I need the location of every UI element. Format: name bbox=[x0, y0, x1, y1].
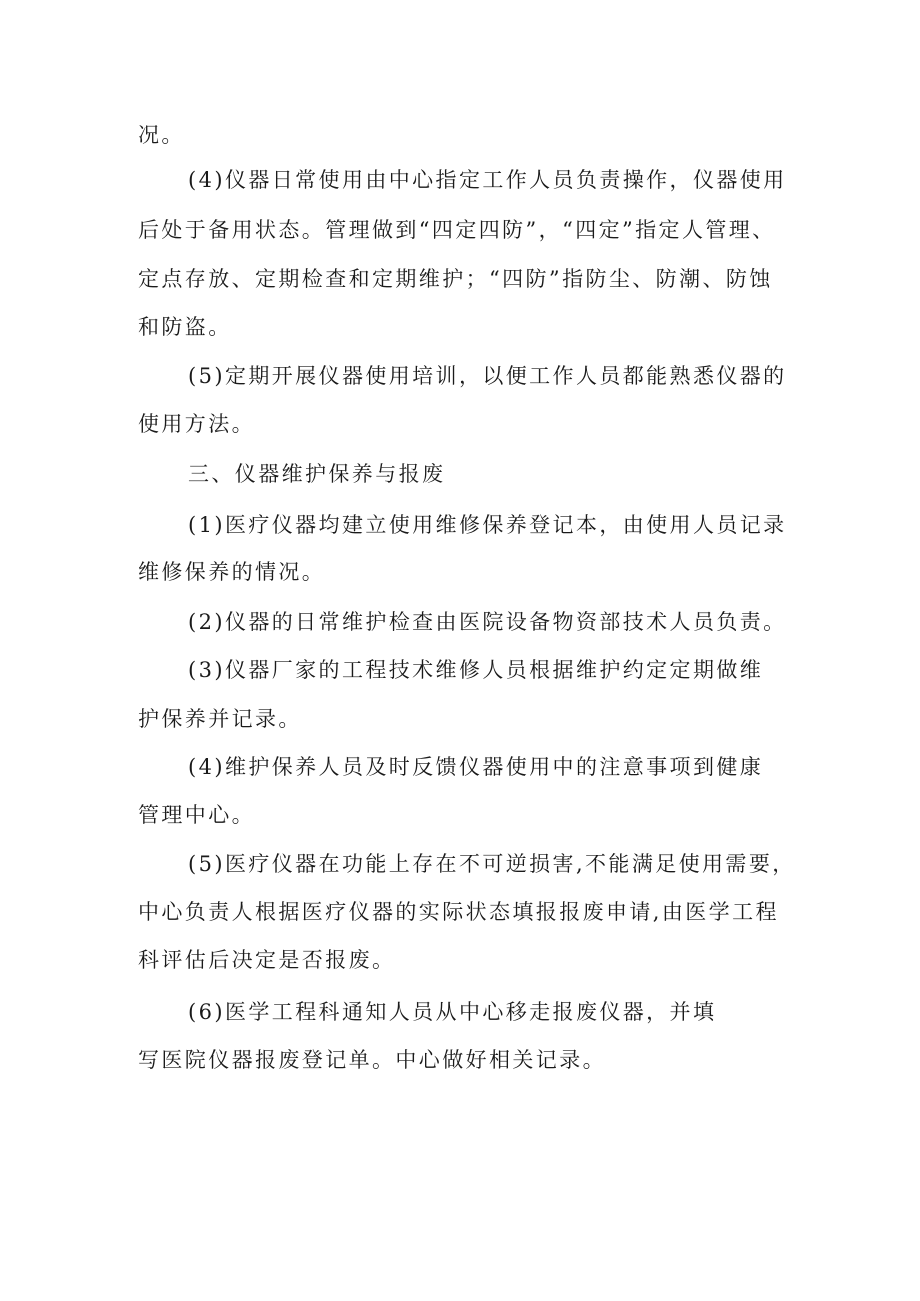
text-line: (4)维护保养人员及时反馈仪器使用中的注意事项到健康 bbox=[188, 755, 764, 779]
text-line: 科评估后决定是否报废。 bbox=[138, 948, 396, 972]
text-line: 况。 bbox=[138, 123, 185, 147]
text-line: (5)定期开展仪器使用培训，以便工作人员都能熟悉仪器的 bbox=[188, 364, 787, 388]
text-line: (2)仪器的日常维护检查由医院设备物资部技术人员负责。 bbox=[188, 610, 787, 634]
text-line: 维修保养的情况。 bbox=[138, 560, 326, 584]
text-line: 中心负责人根据医疗仪器的实际状态填报报废申请,由医学工程 bbox=[138, 900, 779, 924]
text-line: 使用方法。 bbox=[138, 412, 255, 436]
text-line: (6)医学工程科通知人员从中心移走报废仪器，并填 bbox=[188, 1000, 717, 1024]
text-line: 管理中心。 bbox=[138, 803, 255, 827]
text-line: (3)仪器厂家的工程技术维修人员根据维护约定定期做维 bbox=[188, 658, 764, 682]
text-line: 和防盗。 bbox=[138, 315, 232, 339]
text-line: 护保养并记录。 bbox=[138, 707, 302, 731]
text-line: 后处于备用状态。管理做到“四定四防”，“四定”指定人管理、 bbox=[138, 218, 776, 242]
section-heading: 三、仪器维护保养与报废 bbox=[188, 462, 446, 486]
text-line: 定点存放、定期检查和定期维护；“四防”指防尘、防潮、防蚀 bbox=[138, 267, 773, 291]
text-line: 写医院仪器报废登记单。中心做好相关记录。 bbox=[138, 1048, 606, 1072]
text-line: (4)仪器日常使用由中心指定工作人员负责操作，仪器使用 bbox=[188, 168, 787, 192]
text-line: (1)医疗仪器均建立使用维修保养登记本，由使用人员记录 bbox=[188, 513, 787, 537]
text-line: (5)医疗仪器在功能上存在不可逆损害,不能满足使用需要， bbox=[188, 852, 796, 876]
